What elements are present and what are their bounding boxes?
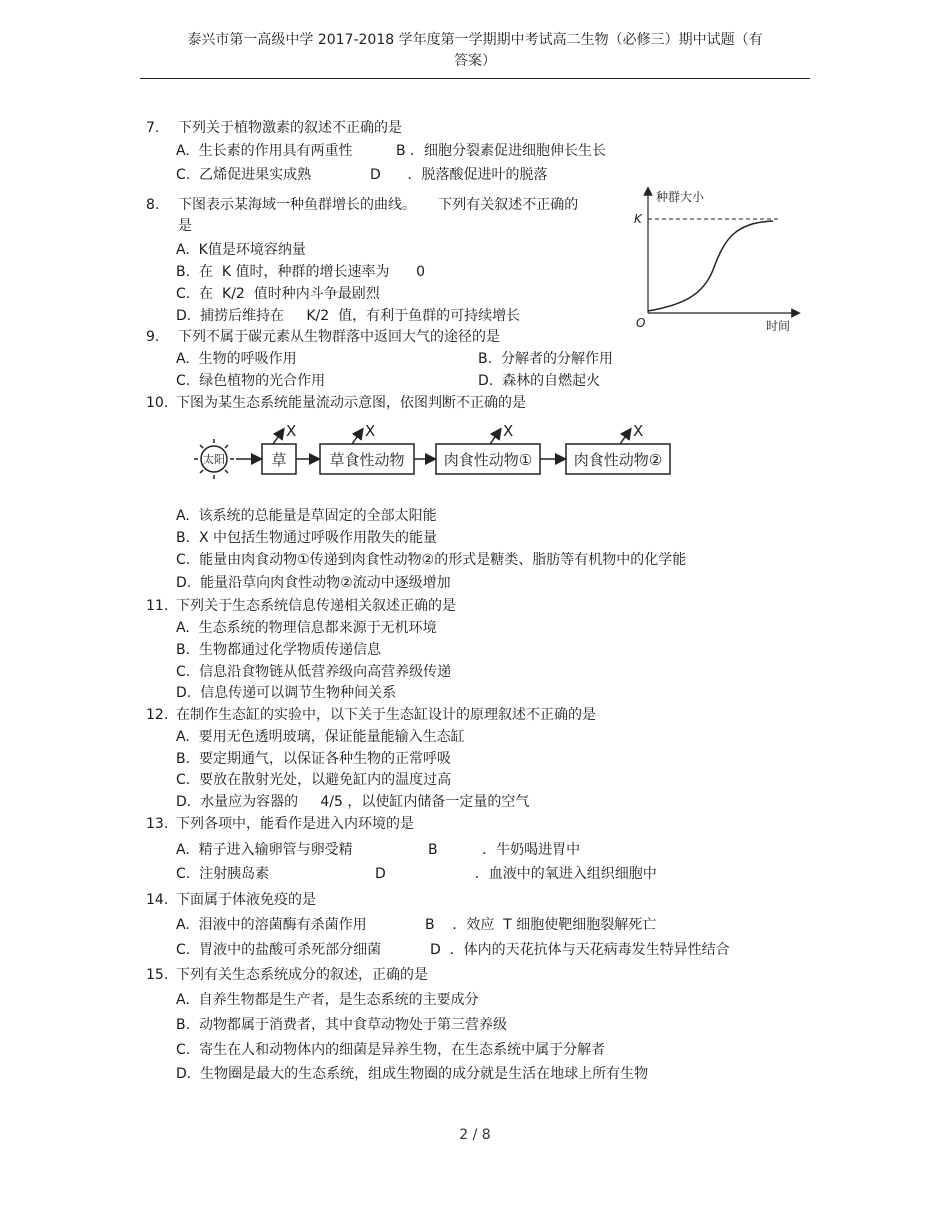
header-title-line2: 答案） <box>454 53 496 69</box>
question-11-option-b: B. 生物都通过化学物质传递信息 <box>176 642 381 658</box>
question-9-option-b: B. 分解者的分解作用 <box>478 351 613 367</box>
question-15-stem: 下列有关生态系统成分的叙述，正确的是 <box>176 967 428 983</box>
question-7-option-b: B ．细胞分裂素促进细胞伸长生长 <box>396 143 607 159</box>
header-divider <box>140 78 810 79</box>
question-12-stem: 在制作生态缸的实验中，以下关于生态缸设计的原理叙述不正确的是 <box>176 707 596 723</box>
question-14-option-d: D ．体内的天花抗体与天花病毒发生特异性结合 <box>430 942 730 958</box>
question-12-option-d: D. 水量应为容器的 4/5 ，以使缸内储备一定量的空气 <box>176 794 530 810</box>
question-8-option-c: C. 在 K/2 值时种内斗争最剧烈 <box>176 286 380 302</box>
question-14-option-b: B ．效应 T 细胞使靶细胞裂解死亡 <box>425 917 657 933</box>
question-10-number: 10. <box>146 395 169 411</box>
question-15-option-b: B. 动物都属于消费者，其中食草动物处于第三营养级 <box>176 1017 507 1033</box>
question-8-number: 8. <box>146 197 160 213</box>
question-10-stem: 下图为某生态系统能量流动示意图，依图判断不正确的是 <box>176 395 526 411</box>
question-8-option-a: A. K值是环境容纳量 <box>176 242 306 258</box>
question-12-number: 12. <box>146 707 169 723</box>
question-11-option-a: A. 生态系统的物理信息都来源于无机环境 <box>176 620 437 636</box>
question-7-number: 7. <box>146 120 160 136</box>
loss-label-grass: X <box>286 422 297 440</box>
question-11-number: 11. <box>146 598 169 614</box>
origin-label: O <box>636 316 646 330</box>
question-12-option-a: A. 要用无色透明玻璃，保证能量能输入生态缸 <box>176 729 465 745</box>
page-number: 2 / 8 <box>459 1127 491 1143</box>
question-9-number: 9. <box>146 329 160 345</box>
question-14-option-a: A. 泪液中的溶菌酶有杀菌作用 <box>176 917 367 933</box>
question-11-option-d: D. 信息传递可以调节生物种间关系 <box>176 685 397 701</box>
question-10-option-a: A. 该系统的总能量是草固定的全部太阳能 <box>176 508 437 524</box>
question-15-option-c: C. 寄生在人和动物体内的细菌是异养生物，在生态系统中属于分解者 <box>176 1042 606 1058</box>
box-carnivore-2-label: 肉食性动物② <box>573 451 663 469</box>
question-14-stem: 下面属于体液免疫的是 <box>176 892 316 908</box>
question-8-option-b: B. 在 K 值时，种群的增长速率为 0 <box>176 264 426 280</box>
question-10-option-c: C. 能量由肉食动物①传递到肉食性动物②的形式是糖类、脂肪等有机物中的化学能 <box>176 552 687 568</box>
question-14-number: 14. <box>146 892 169 908</box>
question-7-option-c: C. 乙烯促进果实成熟 <box>176 167 312 183</box>
loss-label-carnivore-1: X <box>503 422 514 440</box>
question-15-option-d: D. 生物圈是最大的生态系统，组成生物圈的成分就是生活在地球上所有生物 <box>176 1066 649 1082</box>
question-9-option-a: A. 生物的呼吸作用 <box>176 351 297 367</box>
header-title-line1: 泰兴市第一高级中学 2017-2018 学年度第一学期期中考试高二生物（必修三）期中试题（有 <box>187 32 763 48</box>
x-axis-label: 时间 <box>766 319 791 333</box>
question-13-stem: 下列各项中，能看作是进入内环境的是 <box>176 816 414 832</box>
loss-arrow-carnivore-1 <box>490 430 500 444</box>
question-9-option-c: C. 绿色植物的光合作用 <box>176 373 326 389</box>
s-curve <box>648 221 773 311</box>
question-13-option-c: C. 注射胰岛素 <box>176 866 270 882</box>
box-grass-label: 草 <box>271 451 287 469</box>
energy-flow-diagram <box>190 422 680 492</box>
loss-arrow-carnivore-2 <box>620 430 630 444</box>
k-label: K <box>634 212 642 226</box>
box-carnivore-1-label: 肉食性动物① <box>443 451 533 469</box>
question-7-stem: 下列关于植物激素的叙述不正确的是 <box>178 120 402 136</box>
population-growth-chart <box>628 185 808 335</box>
question-10-option-b: B. X 中包括生物通过呼吸作用散失的能量 <box>176 530 437 546</box>
loss-label-herbivore: X <box>365 422 376 440</box>
question-8-stem: 下图表示某海域一种鱼群增长的曲线。 下列有关叙述不正确的 <box>178 197 579 213</box>
question-12-option-c: C. 要放在散射光处，以避免缸内的温度过高 <box>176 772 452 788</box>
page-header <box>140 30 810 72</box>
question-11-option-c: C. 信息沿食物链从低营养级向高营养级传递 <box>176 664 452 680</box>
question-15-option-a: A. 自养生物都是生产者，是生态系统的主要成分 <box>176 992 479 1008</box>
sun-icon <box>194 439 234 479</box>
question-8-stem-cont: 是 <box>178 218 192 234</box>
sun-label: 太阳 <box>203 453 225 466</box>
question-12-option-b: B. 要定期通气，以保证各种生物的正常呼吸 <box>176 751 451 767</box>
question-13-option-d: D ．血液中的氧进入组织细胞中 <box>375 866 657 882</box>
question-7-option-d: D ．脱落酸促进叶的脱落 <box>370 167 548 183</box>
y-axis-label: 种群大小 <box>656 190 705 204</box>
question-9-stem: 下列不属于碳元素从生物群落中返回大气的途径的是 <box>178 329 500 345</box>
question-13-option-b: B ．牛奶喝进胃中 <box>428 842 581 858</box>
loss-arrow-grass <box>273 430 283 444</box>
question-13-number: 13. <box>146 816 169 832</box>
question-14-option-c: C. 胃液中的盐酸可杀死部分细菌 <box>176 942 382 958</box>
question-11-stem: 下列关于生态系统信息传递相关叙述正确的是 <box>176 598 456 614</box>
question-8-option-d: D. 捕捞后维持在 K/2 值，有利于鱼群的可持续增长 <box>176 308 521 324</box>
loss-label-carnivore-2: X <box>633 422 644 440</box>
loss-arrow-herbivore <box>352 430 362 444</box>
question-9-option-d: D. 森林的自燃起火 <box>478 373 601 389</box>
question-15-number: 15. <box>146 967 169 983</box>
question-13-option-a: A. 精子进入输卵管与卵受精 <box>176 842 353 858</box>
question-10-option-d: D. 能量沿草向肉食性动物②流动中逐级增加 <box>176 575 451 591</box>
box-herbivore-label: 草食性动物 <box>329 451 405 469</box>
question-7-option-a: A. 生长素的作用具有两重性 <box>176 143 353 159</box>
